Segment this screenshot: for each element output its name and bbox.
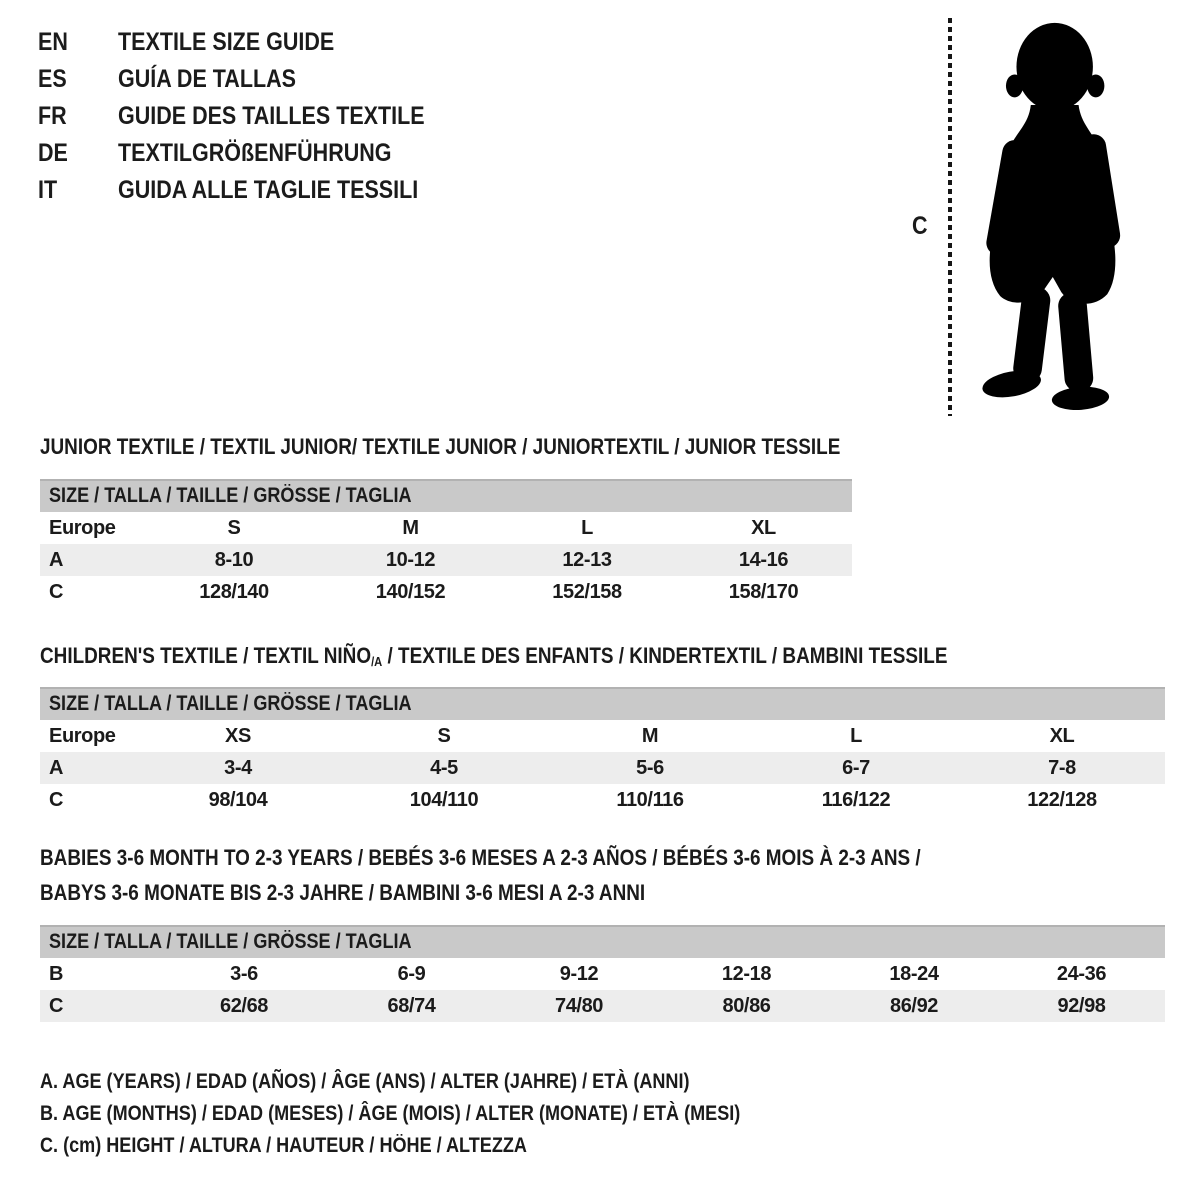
guide-title-es: GUÍA DE TALLAS bbox=[118, 65, 296, 93]
measurement-legend bbox=[40, 1066, 854, 1162]
baby-silhouette bbox=[962, 12, 1134, 414]
title-subscript: /A bbox=[371, 654, 383, 669]
table-cell: 104/110 bbox=[409, 788, 479, 811]
lang-row-en bbox=[38, 24, 475, 61]
table-cell: 74/80 bbox=[554, 994, 604, 1017]
guide-title-en: TEXTILE SIZE GUIDE bbox=[118, 28, 335, 56]
table-cell: 5-6 bbox=[636, 756, 664, 779]
junior-size-header-bar: SIZE / TALLA / TAILLE / GRÖSSE / TAGLIA bbox=[40, 479, 852, 512]
table-cell: 6-7 bbox=[842, 756, 870, 779]
row-label: B bbox=[49, 962, 64, 985]
table-cell: L bbox=[581, 516, 593, 539]
table-cell: S bbox=[437, 724, 451, 747]
table-cell: 14-16 bbox=[738, 548, 789, 571]
table-row bbox=[40, 752, 1165, 784]
table-cell: 98/104 bbox=[208, 788, 268, 811]
lang-row-de bbox=[38, 135, 475, 172]
table-row bbox=[40, 990, 1165, 1022]
table-cell: 92/98 bbox=[1057, 994, 1106, 1017]
table-cell: XS bbox=[225, 724, 251, 747]
row-label: A bbox=[49, 548, 64, 571]
legend-line-c: C. (cm) HEIGHT / ALTURA / HAUTEUR / HÖHE / ALTEZZA bbox=[40, 1134, 527, 1157]
row-label: C bbox=[49, 580, 64, 603]
table-row bbox=[40, 576, 852, 608]
table-cell: XL bbox=[751, 516, 776, 539]
table-cell: 86/92 bbox=[889, 994, 939, 1017]
table-cell: 9-12 bbox=[559, 962, 599, 985]
junior-section-title: JUNIOR TEXTILE / TEXTIL JUNIOR/ TEXTILE JUNIOR / JUNIORTEXTIL / JUNIOR TESSILE bbox=[40, 434, 841, 459]
guide-title-fr: GUIDE DES TAILLES TEXTILE bbox=[118, 102, 425, 130]
row-label: C bbox=[49, 994, 64, 1017]
legend-line-b: B. AGE (MONTHS) / EDAD (MESES) / ÂGE (MOIS) / ALTER (MONATE) / ETÀ (MESI) bbox=[40, 1102, 741, 1125]
lang-code: FR bbox=[38, 102, 67, 130]
row-label: A bbox=[49, 756, 64, 779]
lang-code: DE bbox=[38, 139, 68, 167]
table-cell: M bbox=[641, 724, 659, 747]
lang-code: ES bbox=[38, 65, 67, 93]
table-cell: L bbox=[850, 724, 862, 747]
table-cell: 10-12 bbox=[385, 548, 436, 571]
legend-line-a: A. AGE (YEARS) / EDAD (AÑOS) / ÂGE (ANS) / ALTER (JAHRE) / ETÀ (ANNI) bbox=[40, 1070, 690, 1093]
lang-row-it bbox=[38, 172, 475, 209]
table-cell: 128/140 bbox=[199, 580, 269, 603]
row-label: C bbox=[49, 788, 64, 811]
table-cell: 8-10 bbox=[214, 548, 254, 571]
table-cell: 12-18 bbox=[721, 962, 772, 985]
table-cell: 110/116 bbox=[616, 788, 684, 811]
height-measure-dotted-line bbox=[948, 18, 952, 416]
children-size-table bbox=[40, 720, 1165, 816]
table-cell: M bbox=[402, 516, 419, 539]
table-cell: 158/170 bbox=[728, 580, 799, 603]
junior-size-table bbox=[40, 512, 852, 608]
children-section-title: CHILDREN'S TEXTILE / TEXTIL NIÑO/A / TEXTILE DES ENFANTS / KINDERTEXTIL / BAMBINI TESSILE bbox=[40, 643, 948, 669]
baby-head bbox=[1016, 23, 1092, 111]
table-cell: 3-4 bbox=[224, 756, 252, 779]
guide-title-de: TEXTILGRÖßENFÜHRUNG bbox=[118, 139, 392, 167]
table-row bbox=[40, 512, 852, 544]
table-cell: 18-24 bbox=[889, 962, 939, 985]
table-cell: 3-6 bbox=[230, 962, 258, 985]
table-row bbox=[40, 720, 1165, 752]
table-cell: 62/68 bbox=[219, 994, 269, 1017]
lang-row-es bbox=[38, 61, 475, 98]
height-measure-label: C bbox=[912, 212, 928, 240]
babies-size-header-bar: SIZE / TALLA / TAILLE / GRÖSSE / TAGLIA bbox=[40, 925, 1165, 958]
table-row bbox=[40, 958, 1165, 990]
table-cell: 140/152 bbox=[375, 580, 446, 603]
table-cell: 4-5 bbox=[430, 756, 458, 779]
table-cell: 7-8 bbox=[1048, 756, 1076, 779]
table-cell: 122/128 bbox=[1027, 788, 1097, 811]
lang-row-fr bbox=[38, 98, 475, 135]
table-cell: S bbox=[227, 516, 241, 539]
language-title-block bbox=[38, 24, 475, 209]
table-cell: 6-9 bbox=[397, 962, 426, 985]
babies-size-table bbox=[40, 958, 1165, 1022]
table-cell: 68/74 bbox=[387, 994, 436, 1017]
guide-title-it: GUIDA ALLE TAGLIE TESSILI bbox=[118, 176, 419, 204]
table-cell: 116/122 bbox=[821, 788, 891, 811]
table-row bbox=[40, 544, 852, 576]
table-cell: 80/86 bbox=[722, 994, 771, 1017]
table-cell: 24-36 bbox=[1056, 962, 1107, 985]
table-cell: 152/158 bbox=[552, 580, 622, 603]
table-row bbox=[40, 784, 1165, 816]
lang-code: EN bbox=[38, 28, 68, 56]
row-label: Europe bbox=[49, 516, 116, 539]
babies-section-title-line1: BABIES 3-6 MONTH TO 2-3 YEARS / BEBÉS 3-6 MESES A 2-3 AÑOS / BÉBÉS 3-6 MOIS À 2-3 ANS / bbox=[40, 845, 921, 870]
children-size-header-bar: SIZE / TALLA / TAILLE / GRÖSSE / TAGLIA bbox=[40, 687, 1165, 720]
table-cell: XL bbox=[1049, 724, 1075, 747]
babies-section-title-line2: BABYS 3-6 MONATE BIS 2-3 JAHRE / BAMBINI 3-6 MESI A 2-3 ANNI bbox=[40, 880, 646, 905]
row-label: Europe bbox=[49, 724, 116, 747]
lang-code: IT bbox=[38, 176, 58, 204]
table-cell: 12-13 bbox=[562, 548, 612, 571]
